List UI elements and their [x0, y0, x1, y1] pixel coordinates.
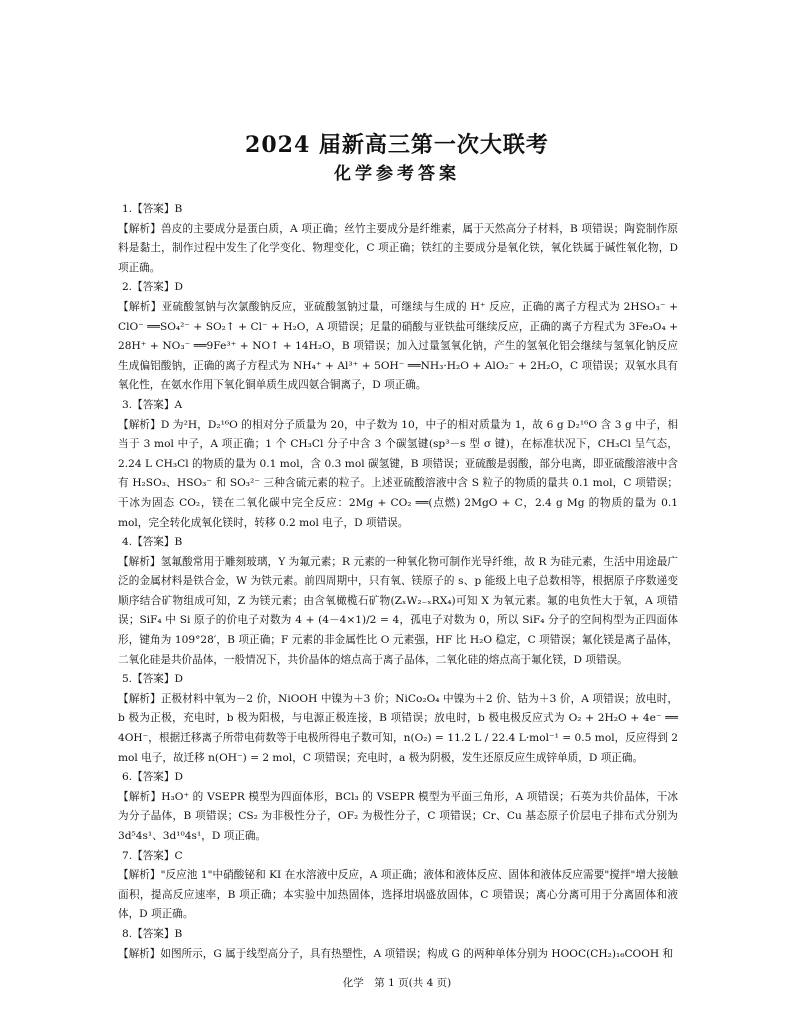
page-footer: 化学 第 1 页(共 4 页)	[342, 977, 452, 989]
answer-line: 1.【答案】B	[122, 203, 183, 215]
answer-line: 4.【答案】B	[122, 536, 183, 549]
answer-line: 8.【答案】B	[122, 927, 183, 940]
page-subtitle: 化学参考答案	[334, 164, 460, 184]
answer-line: 5.【答案】D	[122, 673, 183, 686]
answer-line: 2.【答案】D	[122, 281, 183, 294]
analysis-paragraph: 【解析】亚硫酸氢钠与次氯酸钠反应，亚硫酸氢钠过量，可继续与生成的 H⁺ 反应，正确的离子方程式为 2HSO₃⁻ + ClO⁻ ══SO₄²⁻ + SO₂↑ + Cl⁻ + H₂O，A 项错误；足量的硝酸与亚铁盐可继续反应，正确的离子方程式为 3Fe₃O₄ + 28H⁺ + NO₃⁻ ══9Fe³⁺ + NO↑ + 14H₂O，B 项错误；加入过量氢氧化钠，产生的氢氧化铝会继续与氢氧化钠反应生成偏铝酸钠，正确的离子方程式为 NH₄⁺ + Al³⁺ + 5OH⁻ ══NH₃·H₂O + AlO₂⁻ + 2H₂O，C 项错误；双氧水具有氧化性，在氨水作用下氧化铜单质生成四氨合铜离子，D 项正确。	[118, 300, 678, 392]
analysis-paragraph: 【解析】氢氟酸常用于雕刻玻璃，Y 为氟元素；R 元素的一种氧化物可制作光导纤维，故 R 为硅元素，生活中用途最广泛的金属材料是铁合金，W 为铁元素。前四周期中，只有氧、镁原子的 s、p 能级上电子总数相等，根据原子序数递变顺序结合矿物组成可知，Z 为镁元素；由含氧橄榄石矿物(ZₓW₂₋ₓRX₄)可知 X 为氧元素。氟的电负性大于氧，A 项错误；SiF₄ 中 Si 原子的价电子对数为 4 + (4－4×1)/2 = 4，孤电子对数为 0，所以 SiF₄ 分子的空间构型为正四面体形，键角为 109°28′，B 项正确；F 元素的非金属性比 O 元素强，HF 比 H₂O 稳定，C 项错误；氟化镁是离子晶体，二氧化硅是共价晶体，一般情况下，共价晶体的熔点高于离子晶体，二氧化硅的熔点高于氟化镁，D 项错误。	[118, 555, 678, 666]
analysis-paragraph: 【解析】"反应池 1"中硝酸铋和 KI 在水溶液中反应，A 项正确；液体和液体反应、固体和液体反应需要"搅拌"增大接触面积，提高反应速率，B 项正确；本实验中加热固体，选择坩埚盛放固体，C 项错误；离心分离可用于分离固体和液体，D 项正确。	[118, 869, 678, 921]
answer-line: 6.【答案】D	[122, 771, 183, 784]
analysis-paragraph: 【解析】兽皮的主要成分是蛋白质，A 项正确；丝竹主要成分是纤维素，属于天然高分子材料，B 项错误；陶瓷制作原料是黏土，制作过程中发生了化学变化、物理变化，C 项正确；铁红的主要成分是氧化铁，氧化铁属于碱性氧化物，D 项正确。	[118, 222, 678, 274]
analysis-paragraph: 【解析】正极材料中氧为－2 价，NiOOH 中镍为＋3 价；NiCo₂O₄ 中镍为＋2 价、钴为＋3 价，A 项错误；放电时，b 极为正极，充电时，b 极为阳极，与电源正极连接，B 项错误；放电时，b 极电极反应式为 O₂ + 2H₂O + 4e⁻ ══ 4OH⁻，根据迁移离子所带电荷数等于电极所得电子数可知，n(O₂) = 11.2 L / 22.4 L·mol⁻¹ = 0.5 mol，反应得到 2 mol 电子，故迁移 n(OH⁻) = 2 mol，C 项错误；充电时，a 极为阴极，发生还原反应生成锌单质，D 项正确。	[118, 692, 678, 764]
analysis-paragraph: 【解析】H₃O⁺ 的 VSEPR 模型为四面体形，BCl₃ 的 VSEPR 模型为平面三角形，A 项错误；石英为共价晶体，干冰为分子晶体，B 项错误；CS₂ 为非极性分子，OF₂ 为极性分子，C 项错误；Cr、Cu 基态原子价层电子排布式分别为 3d⁵4s¹、3d¹⁰4s¹，D 项正确。	[118, 790, 678, 842]
answer-line: 3.【答案】A	[122, 398, 183, 411]
analysis-paragraph: 【解析】D 为²H，D₂¹⁶O 的相对分子质量为 20，中子数为 10，中子的相对质量为 1，故 6 g D₂¹⁶O 含 3 g 中子，相当于 3 mol 中子，A 项正确；1 个 CH₃Cl 分子中含 3 个碳氢键(sp³－s 型 σ 键)，在标准状况下，CH₃Cl 呈气态，2.24 L CH₃Cl 的物质的量为 0.1 mol，含 0.3 mol 碳氢键，B 项错误；亚硫酸是弱酸，部分电离，即亚硫酸溶液中含有 H₂SO₃、HSO₃⁻ 和 SO₃²⁻ 三种含硫元素的粒子。上述亚硫酸溶液中含 S 粒子的物质的量共 0.1 mol，C 项错误；干冰为固态 CO₂，镁在二氧化碳中完全反应：2Mg + CO₂ ══(点燃) 2MgO + C，2.4 g Mg 的物质的量为 0.1 mol，完全转化成氧化镁时，转移 0.2 mol 电子，D 项错误。	[118, 418, 678, 529]
page-title: 2024 届新高三第一次大联考	[245, 132, 549, 158]
answer-line: 7.【答案】C	[122, 849, 183, 862]
analysis-paragraph: 【解析】如图所示，G 属于线型高分子，具有热塑性，A 项错误；构成 G 的两种单体分别为 HOOC(CH₂)₁₆COOH 和	[118, 947, 674, 960]
answer-list	[118, 200, 678, 964]
